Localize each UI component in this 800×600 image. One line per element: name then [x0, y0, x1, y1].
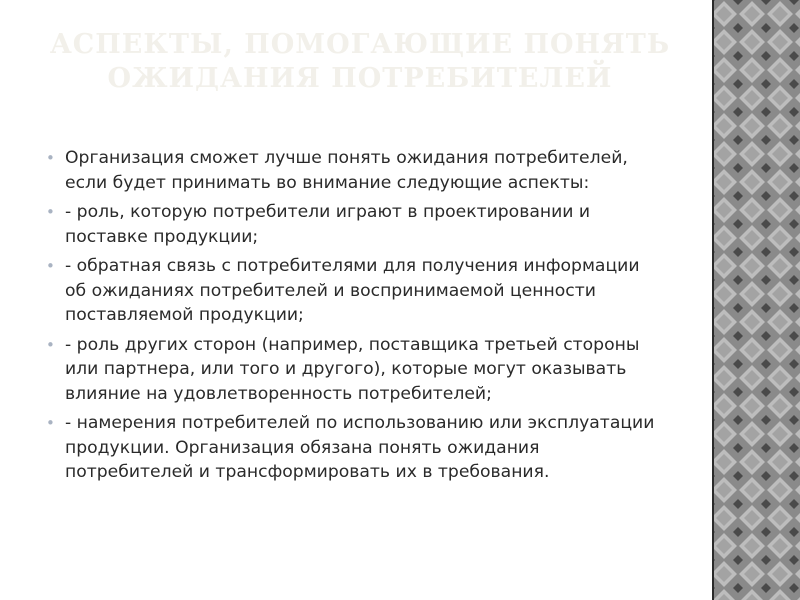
bullet-icon: •	[46, 335, 55, 354]
slide-title	[40, 28, 680, 96]
decorative-diamond-pattern	[712, 0, 800, 600]
bullet-item	[44, 200, 664, 249]
bullet-item	[44, 333, 664, 407]
bullet-item	[44, 146, 664, 195]
slide-body	[44, 146, 664, 490]
bullet-icon: •	[46, 203, 55, 221]
bullet-text: Организация сможет лучше понять ожидания потребителей, если будет принимать во внимание следующие аспекты:	[65, 148, 628, 193]
bullet-icon: •	[46, 149, 55, 167]
bullet-item	[44, 411, 664, 485]
bullet-text: - роль, которую потребители играют в проектировании и поставке продукции;	[65, 202, 591, 247]
diamond-pattern-graphic	[714, 0, 800, 600]
bullet-icon: •	[46, 414, 55, 432]
slide-title-line-1: АСПЕКТЫ, ПОМОГАЮЩИЕ ПОНЯТЬ	[49, 29, 671, 60]
bullet-text: - роль других сторон (например, поставщика третьей стороны или партнера, или того и другого), которые могут оказывать влияние на удовлетворенность потребителей;	[65, 334, 640, 404]
bullet-text: - обратная связь с потребителями для получения информации об ожиданиях потребителей и воспринимаемой ценности поставляемой продукции;	[65, 256, 640, 325]
bullet-text: - намерения потребителей по использованию или эксплуатации продукции. Организация обязана понять ожидания потребителей и трансформировать их в требования.	[65, 413, 655, 482]
bullet-icon: •	[46, 257, 55, 275]
bullet-item	[44, 254, 664, 328]
slide-title-line-2: ОЖИДАНИЯ ПОТРЕБИТЕЛЕЙ	[107, 63, 613, 94]
